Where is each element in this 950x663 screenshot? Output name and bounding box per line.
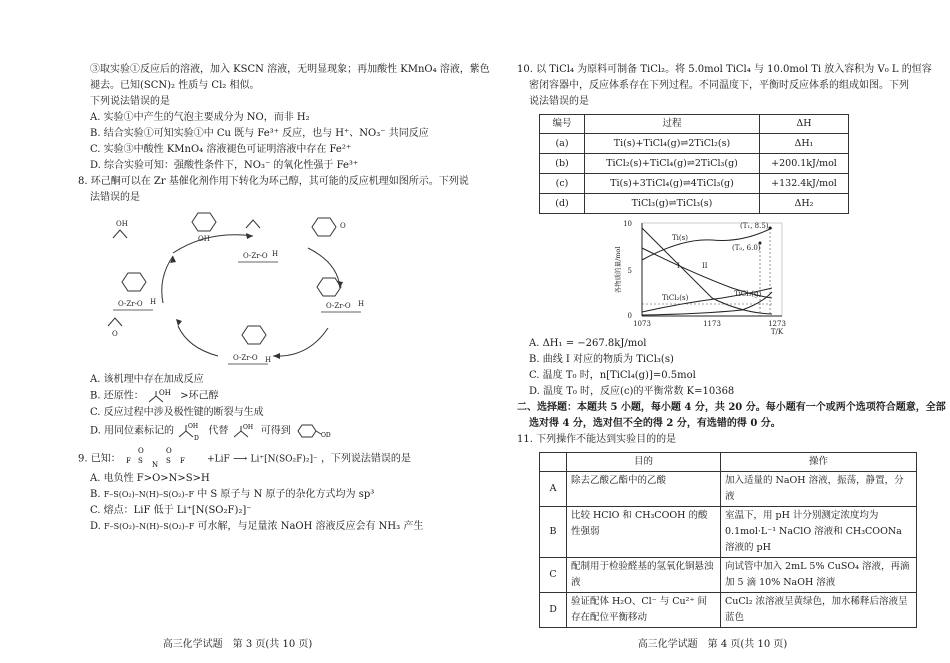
q7-line: 褪去。已知(SCN)₂ 性质与 Cl₂ 相似。 [90, 80, 260, 91]
atom-f: F [125, 456, 131, 465]
h-label: H [150, 298, 157, 306]
q9-option-d [78, 519, 450, 535]
h-label: H [358, 300, 365, 308]
xtick: 1173 [703, 320, 721, 328]
cell-dh: ΔH₂ [760, 194, 849, 214]
q10-composition-graph [612, 218, 792, 336]
oh-label: OH [116, 220, 128, 228]
q8-option-d [78, 421, 450, 441]
atom-n: N [151, 460, 159, 469]
cell-dh: +200.1kJ/mol [760, 154, 849, 174]
q8-option-b-tail: >环己醇 [180, 390, 219, 402]
table-row [540, 472, 917, 507]
cell-process: Ti(s)+TiCl₄(g)⇌2TiCl₂(s) [585, 134, 760, 154]
curve-label-ticl3: TiCl₃(g) [734, 290, 762, 298]
o-label: O [340, 222, 346, 230]
table-row [540, 134, 849, 154]
atom-o: O [165, 446, 172, 455]
h-label: H [272, 250, 279, 258]
atom-o: O [137, 446, 144, 455]
q9-option-a: A. 电负性 F>O>N>S>H [90, 472, 210, 484]
cell-dh: +132.4kJ/mol [760, 174, 849, 194]
label-od: OD [320, 431, 331, 439]
svg-text:OH: OH [158, 389, 171, 397]
acetone [108, 318, 122, 326]
isopropanol-structure [147, 388, 177, 404]
structure-fsnsf: F–S(O₂)–N(H)–S(O₂)–F [103, 489, 195, 499]
point-label-t1: (T₁, 8.5) [740, 222, 769, 230]
cell-letter: C [540, 558, 567, 593]
zr-label: O-Zr-O [243, 252, 268, 260]
curve-label-i: I [677, 262, 680, 270]
header-id: 编号 [540, 115, 585, 134]
q10-stem: 10. 以 TiCl₄ 为原料可制备 TiCl₂。将 5.0mol TiCl₄ 与 10.0mol Ti 放入容积为 V₀ L 的恒容 [517, 64, 932, 75]
q9-option-d-text: 可水解，与足量浓 NaOH 溶液反应会有 NH₃ 产生 [197, 520, 424, 532]
cell-purpose: 配制用于检验醛基的氢氧化铜悬浊液 [567, 558, 721, 593]
deuterated-cyclohexanol [294, 422, 334, 440]
section-2-heading: 二、选择题：本题共 5 小题，每小题 4 分，共 20 分。每小题有一个或两个选项符合题意，全部 [517, 402, 946, 413]
q11-stem: 11. 下列操作不能达到实验目的的是 [517, 434, 677, 445]
q7-option-a: A. 实验①中产生的气泡主要成分为 NO，而非 H₂ [90, 112, 310, 123]
isopropanol-bound [246, 220, 260, 228]
q8-stem-cont: 法错误的是 [90, 192, 140, 203]
q7-line: ③取实验①反应后的溶液，加入 KSCN 溶液，无明显现象；再加酸性 KMnO₄ 溶液，紫色 [90, 64, 490, 75]
q9-option-c: C. 熔点：LiF 低于 Li⁺[N(SO₂F)₂]⁻ [90, 504, 252, 516]
zr-label: O-Zr-O [118, 300, 143, 308]
point-t1 [769, 227, 772, 230]
cell-dh: ΔH₁ [760, 134, 849, 154]
label-oh: OH [242, 423, 253, 431]
q9-product: Li⁺[N(SO₂F)₂]⁻ [250, 454, 318, 464]
structure-fsnsf: F–S(O₂)–N(H)–S(O₂)–F [104, 521, 195, 531]
q8-option-a: A. 该机理中存在加成反应 [90, 374, 204, 385]
mechanism-svg [78, 208, 448, 368]
header-process: 过程 [585, 115, 760, 134]
table-row [540, 507, 917, 558]
point-label-t0: (T₀, 6.0) [732, 244, 761, 252]
cell-purpose: 比较 HClO 和 CH₃COOH 的酸性强弱 [567, 507, 721, 558]
table-row [540, 174, 849, 194]
q8-stem: 8. 环己酮可以在 Zr 基催化剂作用下转化为环己醇，其可能的反应机理如图所示。下列说 [78, 176, 469, 187]
q8-option-c: C. 反应过程中涉及极性键的断裂与生成 [90, 406, 264, 418]
isopropanol [113, 230, 127, 238]
header-purpose: 目的 [567, 453, 721, 472]
cell-operation: CuCl₂ 浓溶液呈黄绿色，加水稀释后溶液呈蓝色 [721, 593, 917, 628]
cell-id: (b) [540, 154, 585, 174]
zr-label: O-Zr-O [233, 354, 258, 362]
arrowhead [176, 319, 182, 326]
cell-purpose: 除去乙酸乙酯中的乙酸 [567, 472, 721, 507]
header-operation: 操作 [721, 453, 917, 472]
cell-id: (d) [540, 194, 585, 214]
h-label: H [265, 356, 272, 364]
xtick: 1273 [768, 320, 786, 328]
ring-cyclohexanone [312, 218, 336, 236]
q10-option-a: A. ΔH₁ = −267.8kJ/mol [529, 338, 647, 349]
cycle-arrow [308, 248, 340, 288]
q10-stem-cont: 密闭容器中，反应体系存在下列过程。不同温度下，平衡时反应体系的组成如图。下列 [529, 80, 909, 91]
atom-f: F [179, 456, 185, 465]
q8-option-b [78, 388, 450, 405]
graph-svg [612, 218, 792, 336]
cell-process: TiCl₃(g)⇌TiCl₃(s) [585, 194, 760, 214]
right-page [475, 0, 950, 663]
y-axis-label: 各物质的量/mol [614, 246, 622, 294]
curve-label-ii: II [702, 262, 708, 270]
ring-cyclohexanol-top [192, 213, 216, 231]
table-row [540, 194, 849, 214]
curve-label-ti: Ti(s) [672, 234, 688, 242]
q8-option-d-tail: 可得到 [260, 425, 291, 436]
cell-purpose: 验证配体 H₂O、Cl⁻ 与 Cu²⁺ 间存在配位平衡移动 [567, 593, 721, 628]
q10-option-c: C. 温度 T₀ 时，n[TiCl₄(g)]=0.5mol [529, 370, 696, 381]
q9-option-b-label: B. [90, 488, 101, 500]
q9-lif: +LiF [207, 454, 230, 464]
atom-s: S [165, 456, 171, 465]
q7-prompt: 下列说法错误的是 [90, 96, 170, 107]
cycle-arrow [178, 326, 218, 356]
page-footer-right: 高三化学试题 第 4 页(共 10 页) [637, 639, 788, 650]
ring-complex-left [122, 273, 146, 291]
cell-process: Ti(s)+3TiCl₄(g)⇌4TiCl₃(g) [585, 174, 760, 194]
zr-label: O-Zr-O [326, 302, 351, 310]
q11-table [539, 452, 917, 628]
q9-option-b-text: 中 S 原子与 N 原子的杂化方式均为 sp³ [197, 488, 375, 500]
o-label: O [112, 330, 118, 338]
ytick: 5 [627, 267, 632, 275]
table-row [540, 593, 917, 628]
q9-reactant-structure [124, 447, 204, 471]
header-dh: ΔH [760, 115, 849, 134]
cell-process: TiCl₂(s)+TiCl₄(g)⇌2TiCl₃(g) [585, 154, 760, 174]
table-header-row [540, 115, 849, 134]
q9-arrow: ⟶ [232, 453, 248, 464]
q10-option-d: D. 温度 T₀ 时，反应(c)的平衡常数 K=10368 [529, 386, 735, 397]
label-oh: OH [188, 422, 199, 430]
q7-option-d: D. 综合实验可知：强酸性条件下，NO₃⁻ 的氧化性强于 Fe³⁺ [90, 160, 359, 171]
xtick: 1073 [633, 320, 651, 328]
cell-operation: 向试管中加入 2mL 5% CuSO₄ 溶液，再滴加 5 滴 10% NaOH 溶液 [721, 558, 917, 593]
cycle-arrow [173, 235, 253, 253]
label-d: D [194, 434, 200, 441]
isopropanol-structure [232, 422, 258, 440]
cell-operation: 加入适量的 NaOH 溶液，振荡，静置，分液 [721, 472, 917, 507]
arrowhead [273, 353, 280, 359]
deuterated-isopropanol [177, 421, 205, 441]
header-letter [540, 453, 567, 472]
ytick: 0 [627, 312, 632, 320]
x-axis-label: T/K [770, 328, 784, 336]
ring-complex-bottom [242, 326, 266, 344]
table-row [540, 558, 917, 593]
q9-option-d-label: D. [90, 520, 101, 532]
ring-complex-right [317, 278, 341, 296]
q7-option-b: B. 结合实验①可知实验①中 Cu 既与 Fe³⁺ 反应，也与 H⁺、NO₃⁻ 共同反应 [90, 128, 429, 139]
oh-label: OH [198, 235, 210, 243]
q10-prompt: 说法错误的是 [529, 96, 589, 107]
q10-table [539, 114, 849, 214]
table-row [540, 154, 849, 174]
atom-s: S [137, 456, 143, 465]
page-footer-left: 高三化学试题 第 3 页(共 10 页) [162, 639, 313, 650]
left-column [78, 62, 490, 535]
cycle-arrow [273, 328, 328, 356]
arrowhead [246, 233, 253, 239]
q8-option-b-text: B. 还原性： [90, 390, 144, 402]
cell-id: (a) [540, 134, 585, 154]
cell-operation: 室温下，用 pH 计分别测定浓度均为 0.1mol·L⁻¹ NaClO 溶液和 CH₃COONa 溶液的 pH [721, 507, 917, 558]
ytick: 10 [623, 220, 632, 228]
cell-letter: B [540, 507, 567, 558]
q9-option-b [78, 487, 450, 503]
cell-id: (c) [540, 174, 585, 194]
curve-label-ticl2: TiCl₂(s) [662, 294, 689, 302]
q8-option-d-mid: 代替 [208, 425, 229, 436]
table-header-row [540, 453, 917, 472]
cycle-arrow [162, 256, 173, 303]
section-2-heading-cont: 选对得 4 分，选对但不全的得 2 分，有选错的得 0 分。 [529, 418, 781, 429]
q9-tail: ，下列说法错误的是 [320, 453, 411, 464]
q8-option-d-text: D. 用同位素标记的 [90, 425, 175, 436]
cell-letter: D [540, 593, 567, 628]
right-column [517, 62, 946, 628]
q7-option-c: C. 实验③中酸性 KMnO₄ 溶液褪色可证明溶液中存在 Fe²⁺ [90, 144, 352, 155]
cell-letter: A [540, 472, 567, 507]
q8-mechanism-diagram [78, 208, 448, 368]
q9-stem [78, 447, 450, 471]
q10-option-b: B. 曲线 I 对应的物质为 TiCl₃(s) [529, 354, 674, 365]
q9-label: 9. 已知： [78, 453, 121, 464]
